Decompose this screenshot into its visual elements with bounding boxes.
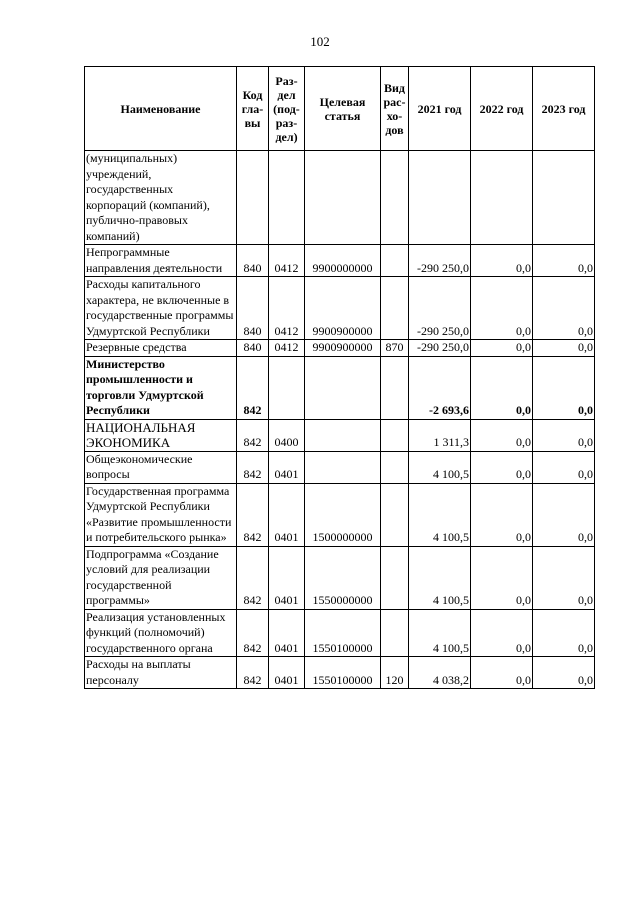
row-2023: 0,0 <box>533 451 595 483</box>
row-2022: 0,0 <box>471 609 533 657</box>
row-name: (муниципальных) учреждений, государственных корпораций (компаний), публично-правовых компаний) <box>85 151 237 245</box>
row-target: 1550000000 <box>305 546 381 609</box>
header-target: Целевая статья <box>305 67 381 151</box>
header-type: Вид рас- хо- дов <box>381 67 409 151</box>
row-target <box>305 419 381 451</box>
header-section: Раз- дел (под- раз- дел) <box>269 67 305 151</box>
row-code: 842 <box>237 657 269 689</box>
row-2022: 0,0 <box>471 356 533 419</box>
row-2021: -290 250,0 <box>409 340 471 357</box>
table-row <box>85 451 595 483</box>
row-2021: 4 100,5 <box>409 451 471 483</box>
row-section <box>269 151 305 245</box>
row-target: 1550100000 <box>305 657 381 689</box>
table-row <box>85 340 595 357</box>
row-2021: 4 038,2 <box>409 657 471 689</box>
row-section: 0401 <box>269 657 305 689</box>
row-code: 840 <box>237 277 269 340</box>
row-2021: -290 250,0 <box>409 277 471 340</box>
row-name: Государственная программа Удмуртской Республики «Развитие промышленности и потребительского рынка» <box>85 483 237 546</box>
header-code: Код гла- вы <box>237 67 269 151</box>
row-2023: 0,0 <box>533 657 595 689</box>
table-row <box>85 483 595 546</box>
row-code: 842 <box>237 483 269 546</box>
row-target: 1500000000 <box>305 483 381 546</box>
row-section: 0401 <box>269 483 305 546</box>
row-2023: 0,0 <box>533 483 595 546</box>
row-code: 840 <box>237 340 269 357</box>
row-type <box>381 483 409 546</box>
row-code: 840 <box>237 245 269 277</box>
row-type: 870 <box>381 340 409 357</box>
row-code: 842 <box>237 419 269 451</box>
row-2022 <box>471 151 533 245</box>
row-type <box>381 451 409 483</box>
row-code <box>237 151 269 245</box>
row-section: 0412 <box>269 245 305 277</box>
row-target: 9900900000 <box>305 340 381 357</box>
row-type <box>381 546 409 609</box>
row-section: 0401 <box>269 609 305 657</box>
row-type: 120 <box>381 657 409 689</box>
row-2022: 0,0 <box>471 483 533 546</box>
table-row <box>85 356 595 419</box>
row-2022: 0,0 <box>471 657 533 689</box>
table-row <box>85 546 595 609</box>
row-target: 9900900000 <box>305 277 381 340</box>
row-name: Министерство промышленности и торговли Удмуртской Республики <box>85 356 237 419</box>
header-2021: 2021 год <box>409 67 471 151</box>
row-2022: 0,0 <box>471 277 533 340</box>
table-row <box>85 245 595 277</box>
row-2023: 0,0 <box>533 340 595 357</box>
row-name: Расходы на выплаты персоналу <box>85 657 237 689</box>
row-2023: 0,0 <box>533 245 595 277</box>
row-code: 842 <box>237 451 269 483</box>
row-2023: 0,0 <box>533 356 595 419</box>
row-2023: 0,0 <box>533 609 595 657</box>
row-2023: 0,0 <box>533 546 595 609</box>
row-target <box>305 151 381 245</box>
row-name: Подпрограмма «Создание условий для реализации государственной программы» <box>85 546 237 609</box>
row-type <box>381 245 409 277</box>
table-row <box>85 151 595 245</box>
row-2021: 1 311,3 <box>409 419 471 451</box>
table-row <box>85 277 595 340</box>
row-2021: 4 100,5 <box>409 483 471 546</box>
row-section: 0401 <box>269 546 305 609</box>
header-2022: 2022 год <box>471 67 533 151</box>
row-code: 842 <box>237 609 269 657</box>
budget-table <box>84 66 595 689</box>
row-type <box>381 277 409 340</box>
row-name: Резервные средства <box>85 340 237 357</box>
page-number: 102 <box>310 34 330 49</box>
row-section: 0400 <box>269 419 305 451</box>
row-section: 0412 <box>269 277 305 340</box>
row-name: НАЦИОНАЛЬНАЯ ЭКОНОМИКА <box>85 419 237 451</box>
row-code: 842 <box>237 356 269 419</box>
header-row <box>85 67 595 151</box>
row-2022: 0,0 <box>471 419 533 451</box>
row-2021: -2 693,6 <box>409 356 471 419</box>
table-row <box>85 609 595 657</box>
row-name: Реализация установленных функций (полномочий) государственного органа <box>85 609 237 657</box>
row-name: Общеэкономические вопросы <box>85 451 237 483</box>
row-2021 <box>409 151 471 245</box>
row-name: Расходы капитального характера, не включенные в государственные программы Удмуртской Республики <box>85 277 237 340</box>
row-type <box>381 609 409 657</box>
row-2023 <box>533 151 595 245</box>
row-2021: -290 250,0 <box>409 245 471 277</box>
row-2023: 0,0 <box>533 419 595 451</box>
row-target <box>305 356 381 419</box>
header-name: Наименование <box>85 67 237 151</box>
row-2021: 4 100,5 <box>409 546 471 609</box>
row-2022: 0,0 <box>471 340 533 357</box>
row-type <box>381 419 409 451</box>
row-section: 0412 <box>269 340 305 357</box>
table-row <box>85 657 595 689</box>
row-2023: 0,0 <box>533 277 595 340</box>
header-2023: 2023 год <box>533 67 595 151</box>
table-row <box>85 419 595 451</box>
row-code: 842 <box>237 546 269 609</box>
row-2022: 0,0 <box>471 546 533 609</box>
row-2022: 0,0 <box>471 451 533 483</box>
row-type <box>381 151 409 245</box>
row-target: 9900000000 <box>305 245 381 277</box>
row-name: Непрограммные направления деятельности <box>85 245 237 277</box>
row-section <box>269 356 305 419</box>
row-2022: 0,0 <box>471 245 533 277</box>
row-type <box>381 356 409 419</box>
row-target: 1550100000 <box>305 609 381 657</box>
row-section: 0401 <box>269 451 305 483</box>
row-2021: 4 100,5 <box>409 609 471 657</box>
row-target <box>305 451 381 483</box>
